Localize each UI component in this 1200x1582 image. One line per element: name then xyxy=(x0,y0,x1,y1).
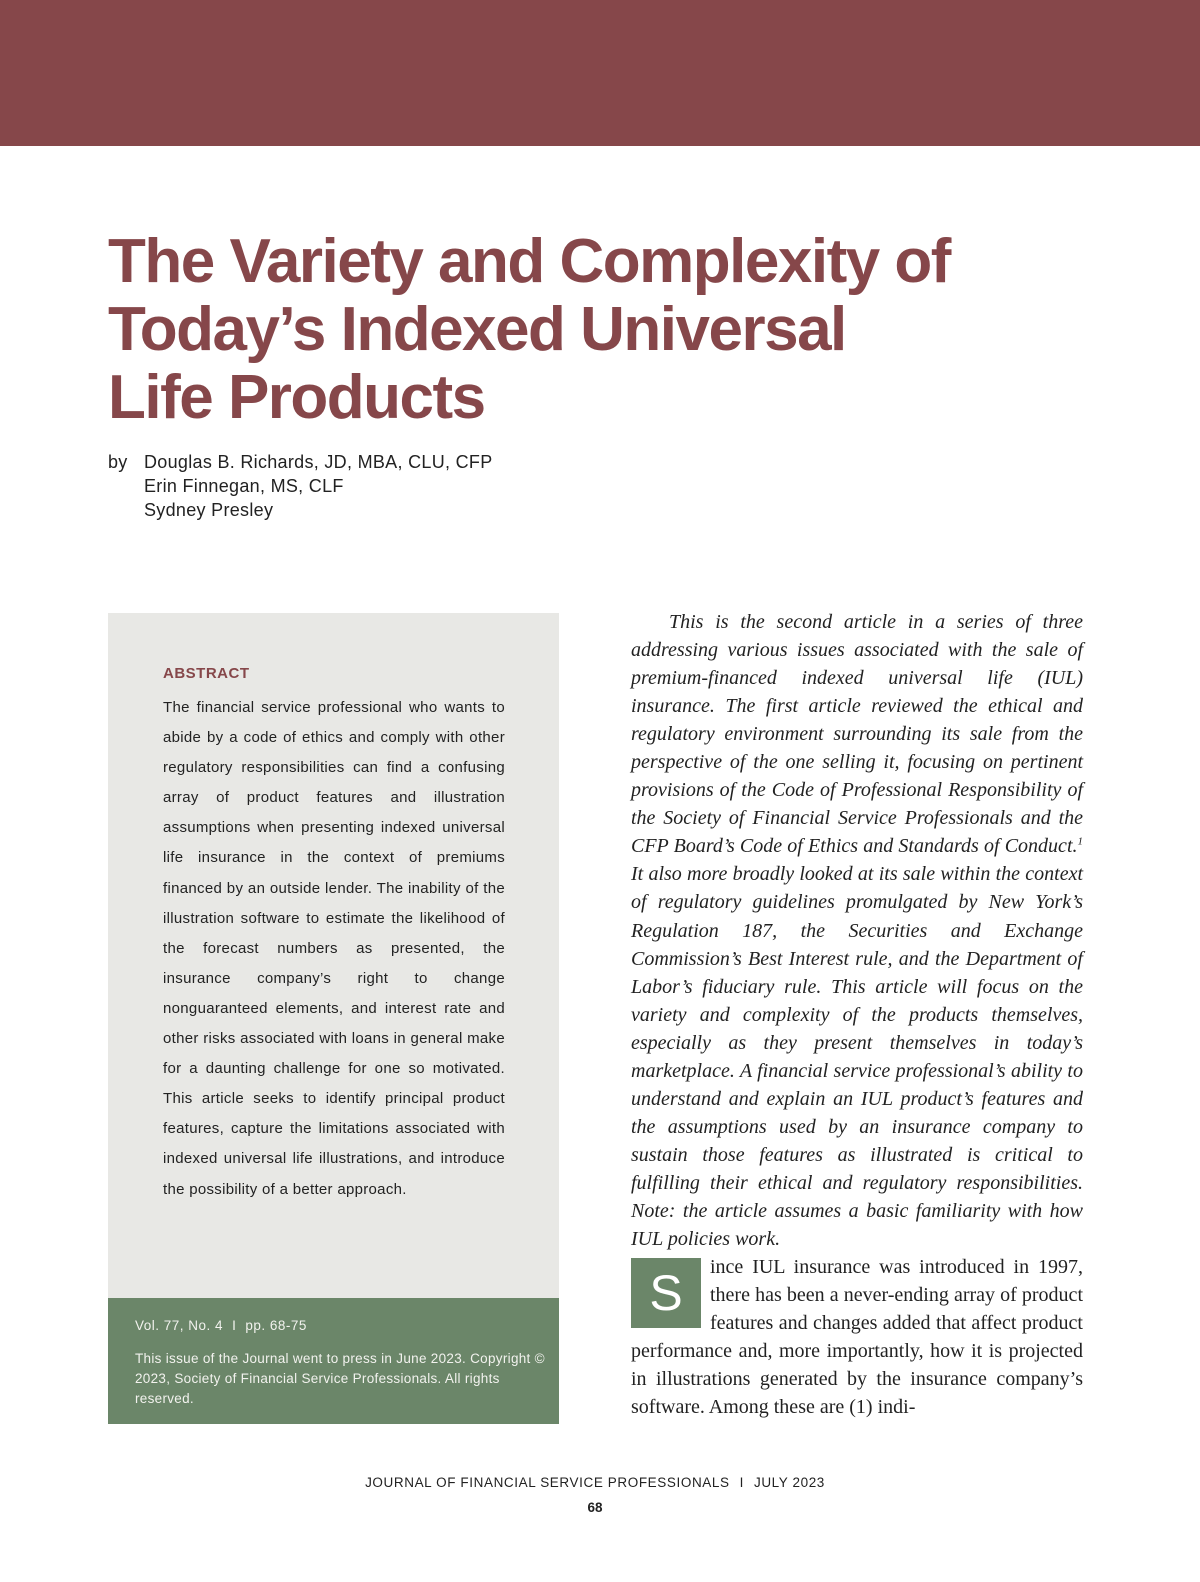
intro-text-continued: It also more broadly looked at its sale within the context of regulatory guidelines promulgated by New York’s Regulation 187, the Securities and Exchange Commission’s Best Interest rule, and the Department of Labor’s fiduciary rule. This article will focus on the variety and complexity of the products themselves, especially as they present themselves in today’s marketplace. A financial service professional’s ability to understand and explain an IUL product’s features and the assumptions used by an insurance company to sustain those features as illustrated is critical to fulfilling their ethical and regulatory responsibilities. Note: the article assumes a basic familiarity with how IUL policies work. xyxy=(631,863,1083,1251)
author-name: Erin Finnegan, MS, CLF xyxy=(144,476,344,496)
by-label: by xyxy=(108,452,128,472)
volume-number: Vol. 77, No. 4 xyxy=(135,1318,224,1333)
header-band xyxy=(0,0,1200,146)
body-paragraph xyxy=(631,1253,1083,1421)
title-line: Life Products xyxy=(108,363,485,432)
title-line: The Variety and Complexity of xyxy=(108,227,950,296)
article-title xyxy=(108,228,1008,432)
author-list xyxy=(144,450,493,522)
page-range: pp. 68-75 xyxy=(245,1318,307,1333)
page-number: 68 xyxy=(587,1500,603,1515)
footnote-marker: 1 xyxy=(1077,835,1083,848)
dropcap: S xyxy=(631,1258,701,1328)
abstract-heading: ABSTRACT xyxy=(163,665,250,682)
press-note: This issue of the Journal went to press in June 2023. Copyright © 2023, Society of Financial Service Professionals. All rights reserved. xyxy=(135,1351,545,1406)
journal-name: JOURNAL OF FINANCIAL SERVICE PROFESSIONALS xyxy=(365,1475,730,1490)
intro-text: This is the second article in a series of three addressing various issues associated with the sale of premium-financed indexed universal life (IUL) insurance. The first article reviewed the ethical and regulatory environment surrounding its sale from the perspective of the one selling it, focusing on pertinent provisions of the Code of Professional Responsibility of the Society of Financial Service Professionals and the CFP Board’s Code of Ethics and Standards of Conduct. xyxy=(631,611,1083,858)
separator: I xyxy=(232,1318,237,1333)
volume-line xyxy=(135,1318,307,1333)
intro-paragraph xyxy=(631,608,1083,1253)
title-line: Today’s Indexed Universal xyxy=(108,295,846,364)
author-name: Douglas B. Richards, JD, MBA, CLU, CFP xyxy=(144,452,493,472)
footer-separator: I xyxy=(739,1475,744,1490)
running-footer xyxy=(0,1475,1190,1490)
abstract-panel xyxy=(108,613,559,1298)
issue-info-panel xyxy=(108,1298,559,1424)
author-name: Sydney Presley xyxy=(144,500,274,520)
body-text: ince IUL insurance was introduced in 1997, there has been a never-ending array of product features and changes added that affect product performance and, more importantly, how it is projected in illustrations generated by the insurance company’s software. Among these are (1) indi- xyxy=(631,1256,1083,1418)
byline xyxy=(108,450,493,522)
abstract-text: The financial service professional who wants to abide by a code of ethics and comply with other regulatory responsibilities can find a confusing array of product features and illustration assumptions when presenting indexed universal life insurance in the context of premiums financed by an outside lender. The inability of the illustration software to estimate the likelihood of the forecast numbers as presented, the insurance company’s right to change nonguaranteed elements, and interest rate and other risks associated with loans in general make for a daunting challenge for one so motivated. This article seeks to identify principal product features, capture the limitations associated with indexed universal life illustrations, and introduce the possibility of a better approach. xyxy=(163,699,505,1198)
issue-date: JULY 2023 xyxy=(753,1475,825,1490)
